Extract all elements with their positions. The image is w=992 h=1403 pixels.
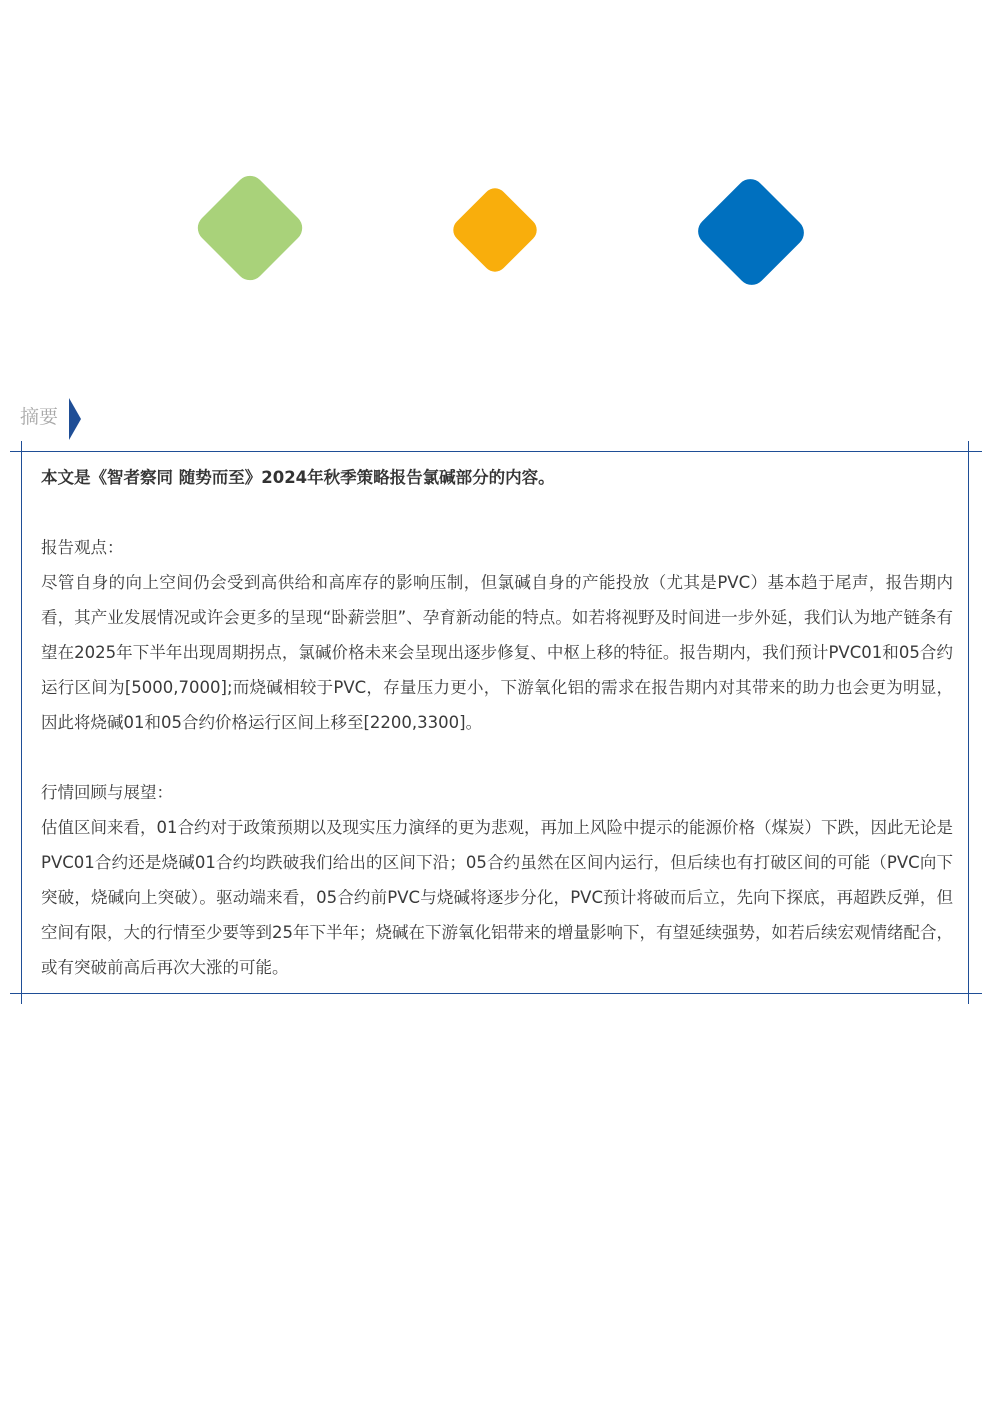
- section-title-summary: 摘要: [20, 406, 59, 428]
- green-diamond-decoration: [192, 170, 308, 286]
- frame-top-line: [10, 451, 982, 452]
- summary-lead: 本文是《智者察同 随势而至》2024年秋季策略报告氯碱部分的内容。: [41, 468, 555, 487]
- frame-left-line: [21, 441, 22, 1004]
- view-body: 尽管自身的向上空间仍会受到高供给和高库存的影响压制，但氯碱自身的产能投放（尤其是PVC）基本趋于尾声，报告期内看，其产业发展情况或许会更多的呈现“卧薪尝胆”、孕育新动能的特点。如若将视野及时间进一步外延，我们认为地产链条有望在2025年下半年出现周期拐点，氯碱价格未来会呈现出逐步修复、中枢上移的特征。报告期内，我们预计PVC01和05合约运行区间为[5000,7000];而烧碱相较于PVC，存量压力更小，下游氧化铝的需求在报告期内对其带来的助力也会更为明显，因此将烧碱01和05合约价格运行区间上移至[2200,3300]。: [41, 573, 953, 732]
- summary-content: [41, 460, 953, 985]
- review-body: 估值区间来看，01合约对于政策预期以及现实压力演绎的更为悲观，再加上风险中提示的能源价格（煤炭）下跌，因此无论是PVC01合约还是烧碱01合约均跌破我们给出的区间下沿；05合约虽然在区间内运行，但后续也有打破区间的可能（PVC向下突破，烧碱向上突破）。驱动端来看，05合约前PVC与烧碱将逐步分化，PVC预计将破而后立，先向下探底，再超跌反弹，但空间有限，大的行情至少要等到25年下半年；烧碱在下游氧化铝带来的增量影响下，有望延续强势，如若后续宏观情绪配合，或有突破前高后再次大涨的可能。: [41, 818, 953, 977]
- review-heading: 行情回顾与展望：: [41, 783, 173, 802]
- view-heading: 报告观点：: [41, 538, 124, 557]
- blue-diamond-decoration: [692, 173, 809, 290]
- frame-right-line: [968, 441, 969, 1004]
- section-arrow-icon: [69, 398, 81, 440]
- frame-bottom-line: [10, 993, 982, 994]
- orange-diamond-decoration: [448, 183, 541, 276]
